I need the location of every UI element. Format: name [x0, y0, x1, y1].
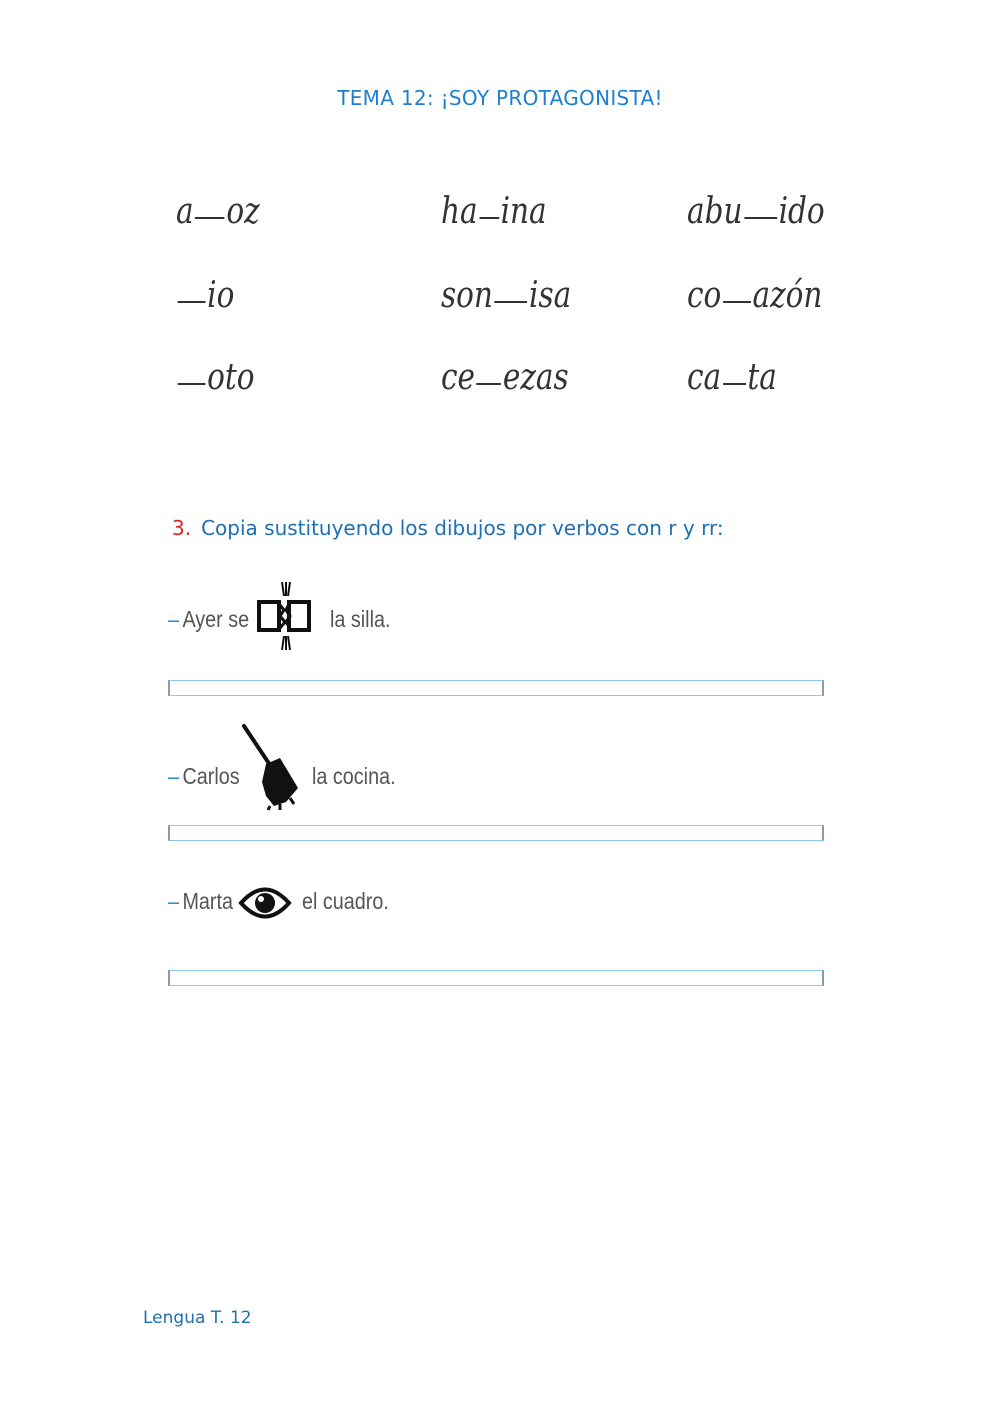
- eye-icon: [238, 880, 292, 926]
- blank-line: [178, 301, 206, 303]
- word-gap-6: co azón: [687, 275, 823, 316]
- word-gap-8: ce ezas: [441, 357, 569, 398]
- blank-line: [178, 383, 206, 385]
- blank-line: [723, 301, 751, 303]
- answer-line-1[interactable]: [168, 680, 824, 696]
- word-gap-9: ca ta: [687, 357, 777, 398]
- blank-line: [477, 383, 502, 385]
- sentence-3-start: – Marta: [168, 888, 234, 914]
- blank-line: [744, 217, 777, 219]
- sentence-2-end: la cocina.: [312, 763, 396, 789]
- page-footer: Lengua T. 12: [143, 1308, 252, 1328]
- sentence-1-start: – Ayer se: [168, 606, 250, 632]
- exercise-heading: [172, 516, 724, 540]
- broken-chair-icon: [256, 578, 312, 654]
- word-gap-5: son isa: [441, 275, 572, 316]
- word-gap-1: a oz: [176, 191, 260, 232]
- blank-line: [195, 217, 225, 219]
- answer-line-3[interactable]: [168, 970, 824, 986]
- answer-line-2[interactable]: [168, 825, 824, 841]
- word-gap-4: io: [176, 276, 234, 316]
- sentence-2-start: – Carlos: [168, 763, 240, 789]
- blank-line: [495, 301, 528, 303]
- broom-icon: [240, 722, 304, 812]
- blank-line: [723, 383, 746, 385]
- sentence-1-end: la silla.: [330, 606, 391, 632]
- exercise-number: 3.: [172, 516, 192, 540]
- word-gap-3: abu ido: [687, 191, 825, 232]
- word-gap-7: oto: [176, 358, 255, 398]
- page-title: TEMA 12: ¡SOY PROTAGONISTA!: [337, 86, 663, 110]
- sentence-3-end: el cuadro.: [302, 888, 389, 914]
- blank-line: [479, 217, 499, 219]
- word-gap-2: ha ina: [441, 191, 547, 232]
- exercise-instruction: Copia sustituyendo los dibujos por verbos con r y rr:: [201, 516, 724, 540]
